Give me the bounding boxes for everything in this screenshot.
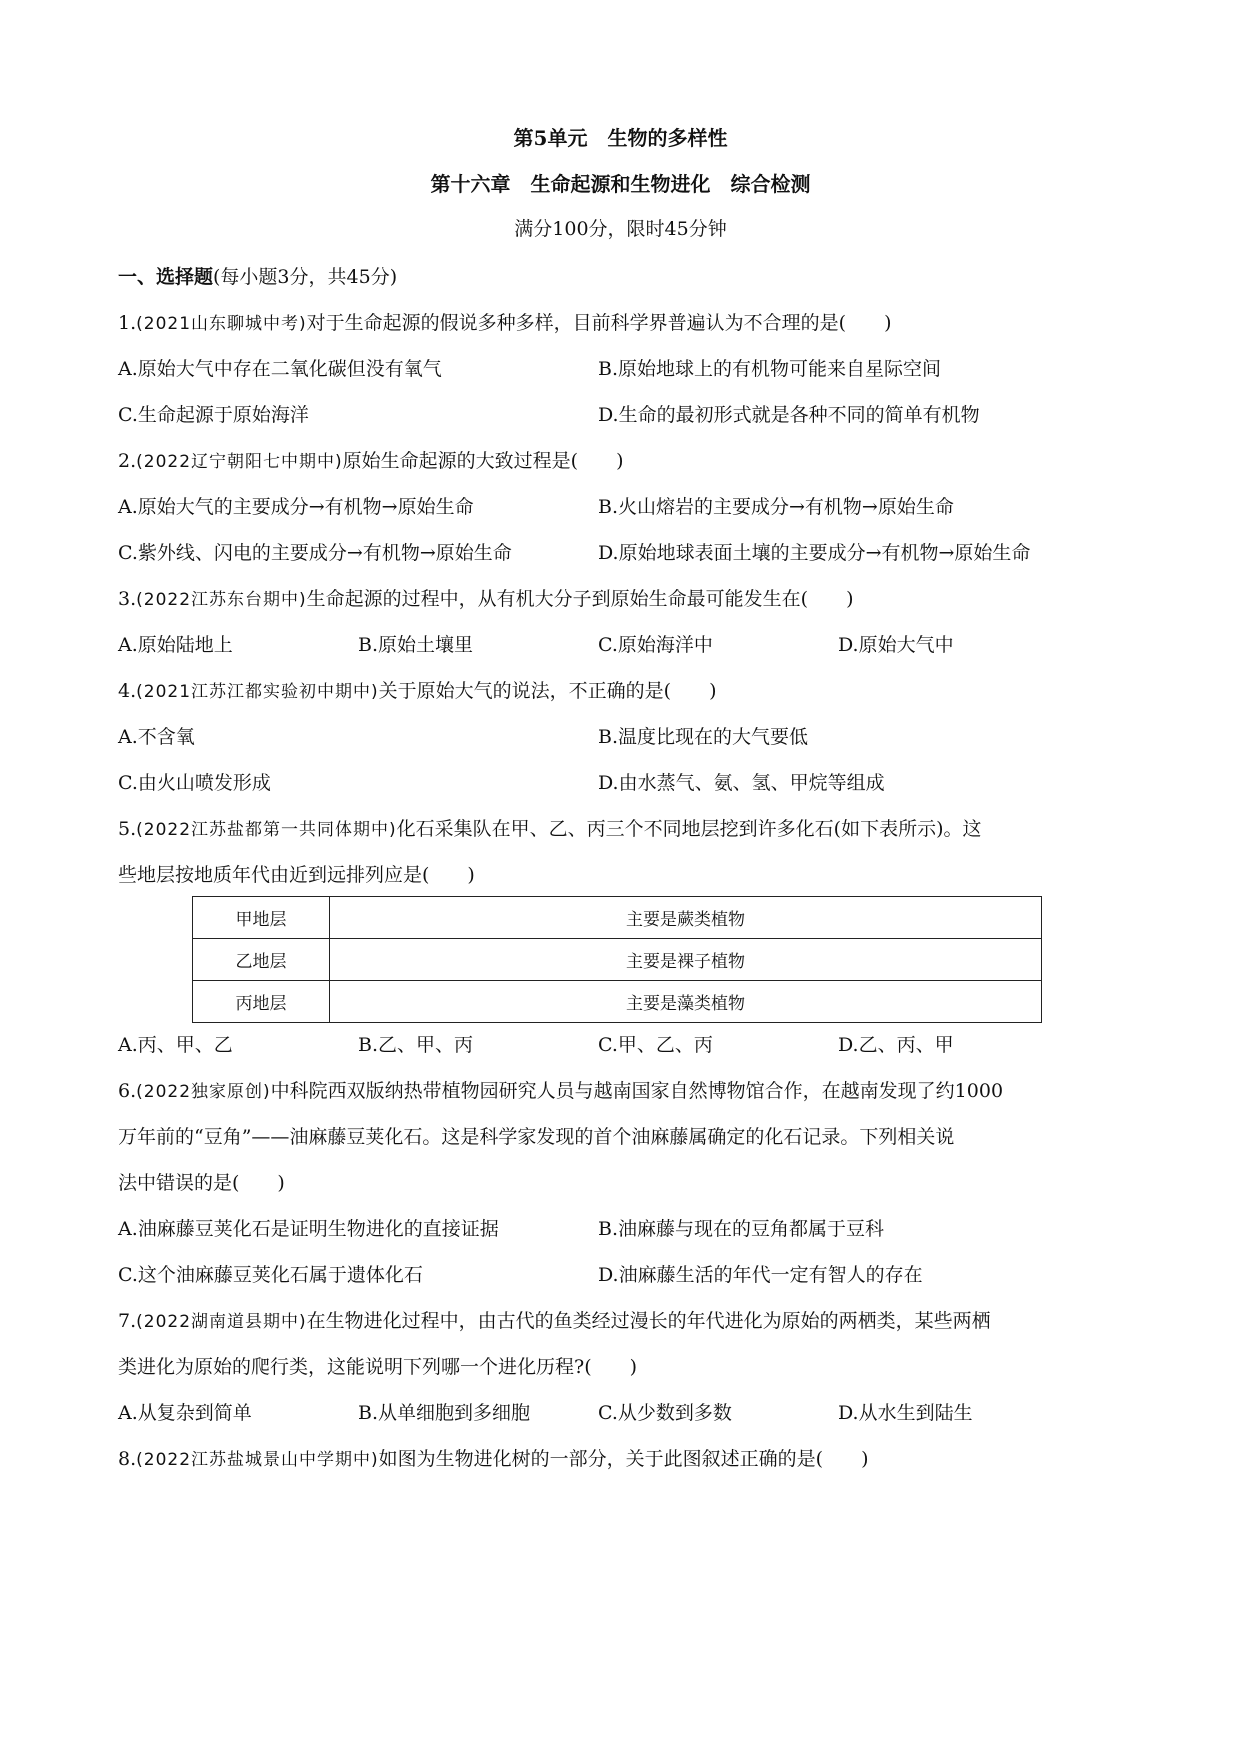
option-d: D.原始大气中 <box>838 634 954 656</box>
question-5-stem: 5.(2022江苏盐都第一共同体期中)化石采集队在甲、乙、丙三个不同地层挖到许多化石(如下表所示)。这 <box>118 818 982 840</box>
table-row <box>193 897 1042 939</box>
exam-info: 满分100分，限时45分钟 <box>514 218 727 240</box>
fossil-table <box>192 896 1042 1023</box>
option-b: B.原始土壤里 <box>358 634 474 656</box>
option-a: A.从复杂到简单 <box>118 1402 252 1424</box>
layer-cell: 丙地层 <box>193 981 330 1023</box>
chapter-title: 第十六章 生命起源和生物进化 综合检测 <box>430 172 811 196</box>
option-d: D.原始地球表面土壤的主要成分→有机物→原始生命 <box>598 542 1031 564</box>
question-6-stem-cont: 万年前的“豆角”——油麻藤豆荚化石。这是科学家发现的首个油麻藤属确定的化石记录。下列相关说 <box>118 1126 955 1148</box>
question-source: (2022江苏盐都第一共同体期中) <box>136 820 397 840</box>
fossil-cell: 主要是蕨类植物 <box>330 897 1042 939</box>
question-source: (2022独家原创) <box>136 1082 271 1102</box>
option-c: C.紫外线、闪电的主要成分→有机物→原始生命 <box>118 542 512 564</box>
question-7-stem: 7.(2022湖南道县期中)在生物进化过程中，由古代的鱼类经过漫长的年代进化为原始的两栖类，某些两栖 <box>118 1310 991 1332</box>
option-a: A.丙、甲、乙 <box>118 1034 233 1056</box>
option-b: B.油麻藤与现在的豆角都属于豆科 <box>598 1218 885 1240</box>
section-title: 一、选择题 <box>118 266 214 288</box>
fossil-cell: 主要是裸子植物 <box>330 939 1042 981</box>
option-a: A.原始大气中存在二氧化碳但没有氧气 <box>118 358 442 380</box>
layer-cell: 甲地层 <box>193 897 330 939</box>
option-d: D.油麻藤生活的年代一定有智人的存在 <box>598 1264 923 1286</box>
section-note: (每小题3分，共45分) <box>213 266 398 288</box>
question-1-stem: 1.(2021山东聊城中考)对于生命起源的假说多种多样，目前科学界普遍认为不合理的是( ) <box>118 312 892 334</box>
layer-cell: 乙地层 <box>193 939 330 981</box>
question-source: (2022辽宁朝阳七中期中) <box>136 452 343 472</box>
question-5-stem-cont: 些地层按地质年代由近到远排列应是( ) <box>118 864 475 886</box>
option-d: D.乙、丙、甲 <box>838 1034 954 1056</box>
fossil-cell: 主要是藻类植物 <box>330 981 1042 1023</box>
option-d: D.由水蒸气、氨、氢、甲烷等组成 <box>598 772 885 794</box>
table-row <box>193 981 1042 1023</box>
option-c: C.原始海洋中 <box>598 634 713 656</box>
question-source: (2022江苏东台期中) <box>136 590 307 610</box>
option-b: B.乙、甲、丙 <box>358 1034 474 1056</box>
option-a: A.不含氧 <box>118 726 195 748</box>
question-source: (2021江苏江都实验初中期中) <box>136 682 379 702</box>
question-6-stem-cont: 法中错误的是( ) <box>118 1172 285 1194</box>
option-b: B.火山熔岩的主要成分→有机物→原始生命 <box>598 496 954 518</box>
question-source: (2022江苏盐城景山中学期中) <box>136 1450 379 1470</box>
question-4-stem: 4.(2021江苏江都实验初中期中)关于原始大气的说法，不正确的是( ) <box>118 680 717 702</box>
option-c: C.甲、乙、丙 <box>598 1034 713 1056</box>
question-2-stem: 2.(2022辽宁朝阳七中期中)原始生命起源的大致过程是( ) <box>118 450 624 472</box>
option-c: C.生命起源于原始海洋 <box>118 404 309 426</box>
option-b: B.从单细胞到多细胞 <box>358 1402 531 1424</box>
question-7-stem-cont: 类进化为原始的爬行类，这能说明下列哪一个进化历程?( ) <box>118 1356 638 1378</box>
table-row <box>193 939 1042 981</box>
option-b: B.原始地球上的有机物可能来自星际空间 <box>598 358 942 380</box>
option-c: C.从少数到多数 <box>598 1402 732 1424</box>
question-3-stem: 3.(2022江苏东台期中)生命起源的过程中，从有机大分子到原始生命最可能发生在( ) <box>118 588 854 610</box>
question-source: (2021山东聊城中考) <box>136 314 307 334</box>
option-a: A.原始陆地上 <box>118 634 233 656</box>
option-c: C.这个油麻藤豆荚化石属于遗体化石 <box>118 1264 423 1286</box>
question-8-stem: 8.(2022江苏盐城景山中学期中)如图为生物进化树的一部分，关于此图叙述正确的是( ) <box>118 1448 869 1470</box>
option-a: A.油麻藤豆荚化石是证明生物进化的直接证据 <box>118 1218 499 1240</box>
question-source: (2022湖南道县期中) <box>136 1312 307 1332</box>
unit-title: 第5单元 生物的多样性 <box>513 126 728 150</box>
option-d: D.从水生到陆生 <box>838 1402 973 1424</box>
option-d: D.生命的最初形式就是各种不同的简单有机物 <box>598 404 980 426</box>
option-a: A.原始大气的主要成分→有机物→原始生命 <box>118 496 474 518</box>
question-6-stem: 6.(2022独家原创)中科院西双版纳热带植物园研究人员与越南国家自然博物馆合作，在越南发现了约1000 <box>118 1080 1004 1102</box>
option-c: C.由火山喷发形成 <box>118 772 271 794</box>
section-heading <box>118 262 397 289</box>
option-b: B.温度比现在的大气要低 <box>598 726 809 748</box>
